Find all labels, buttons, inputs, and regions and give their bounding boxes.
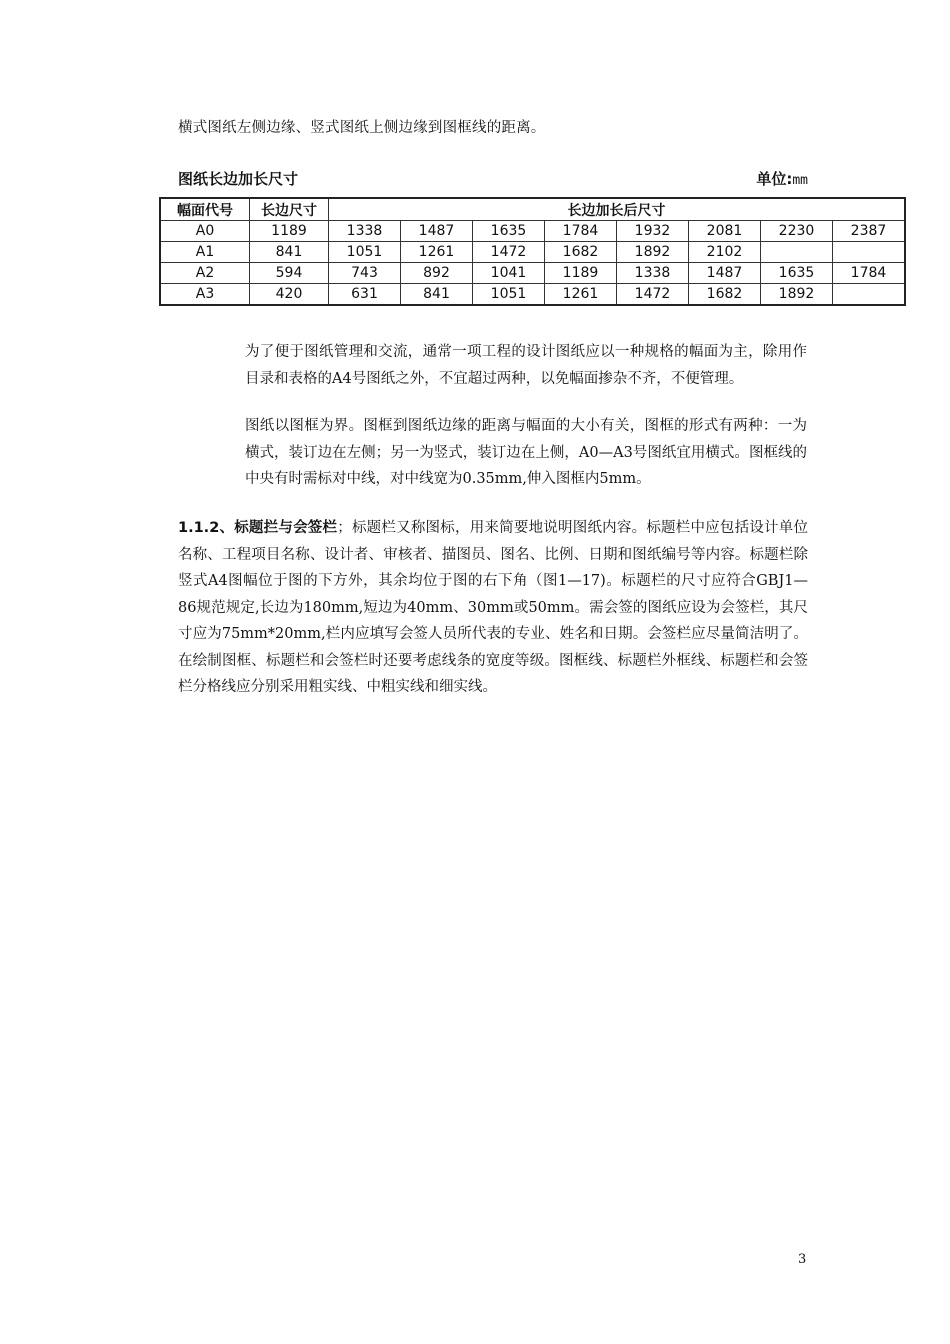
table-cell: 1892 — [761, 284, 833, 306]
table-cell: 1635 — [473, 221, 545, 242]
header-long-side: 长边尺寸 — [250, 198, 329, 221]
table-cell: 1635 — [761, 263, 833, 284]
table-cell: 420 — [250, 284, 329, 306]
table-cell: 1892 — [617, 242, 689, 263]
table-cell: 594 — [250, 263, 329, 284]
table-cell: A1 — [160, 242, 250, 263]
table-cell — [833, 284, 906, 306]
table-header-row — [160, 198, 905, 221]
page-number: 3 — [798, 1252, 807, 1267]
table-cell: 1682 — [689, 284, 761, 306]
intro-line: 横式图纸左侧边缘、竖式图纸上侧边缘到图框线的距离。 — [178, 120, 546, 136]
section-heading: 1.1.2、标题拦与会签栏 — [178, 520, 338, 536]
table-cell: 1472 — [617, 284, 689, 306]
table-title: 图纸长边加长尺寸 — [178, 170, 299, 188]
unit-label: 单位: — [756, 170, 793, 188]
table-caption — [178, 168, 808, 189]
table-cell: 2102 — [689, 242, 761, 263]
table-cell: A2 — [160, 263, 250, 284]
table-row — [160, 221, 905, 242]
table-cell: 1338 — [617, 263, 689, 284]
header-format-code: 幅面代号 — [160, 198, 250, 221]
table-cell: 1041 — [473, 263, 545, 284]
table-cell: 841 — [401, 284, 473, 306]
table-cell: A0 — [160, 221, 250, 242]
table-cell: 2081 — [689, 221, 761, 242]
table-cell — [761, 242, 833, 263]
table-cell: 1338 — [329, 221, 401, 242]
table-row — [160, 242, 905, 263]
table-cell: 1189 — [545, 263, 617, 284]
table-cell: 1051 — [329, 242, 401, 263]
table-unit — [756, 168, 808, 189]
table-cell: 841 — [250, 242, 329, 263]
table-cell: 743 — [329, 263, 401, 284]
table-cell: 892 — [401, 263, 473, 284]
table-cell: 1932 — [617, 221, 689, 242]
section-title-block — [178, 515, 808, 701]
paragraph-management — [211, 339, 807, 392]
section-body: ；标题栏又称图标，用来简要地说明图纸内容。标题栏中应包括设计单位名称、工程项目名称、设计者、审核者、描图员、图名、比例、日期和图纸编号等内容。标题栏除竖式A4图幅位于图的下方外，其余均位于图的右下角（图1—17)。标题栏的尺寸应符合GBJ1—86规范规定,长边为180mm,短边为40mm、30mm或50mm。需会签的图纸应设为会签栏，其尺寸应为75mm*20mm,栏内应填写会签人员所代表的专业、姓名和日期。会签栏应尽量简洁明了。在绘制图框、标题栏和会签栏时还要考虑线条的宽度等级。图框线、标题栏外框线、标题栏和会签栏分格线应分别采用粗实线、中粗实线和细实线。 — [178, 520, 808, 695]
table-row — [160, 263, 905, 284]
table-cell: 631 — [329, 284, 401, 306]
paragraph-frame — [211, 413, 807, 493]
table-cell: 1487 — [401, 221, 473, 242]
paper-size-table — [159, 197, 906, 306]
table-cell: 2230 — [761, 221, 833, 242]
table-cell: 1189 — [250, 221, 329, 242]
table-cell: 1682 — [545, 242, 617, 263]
table-cell: 1051 — [473, 284, 545, 306]
table-cell: 1261 — [545, 284, 617, 306]
table-cell: 1472 — [473, 242, 545, 263]
table-cell: 1784 — [545, 221, 617, 242]
table-cell: 1487 — [689, 263, 761, 284]
table-cell: 1784 — [833, 263, 906, 284]
paragraph-text: 图纸以图框为界。图框到图纸边缘的距离与幅面的大小有关，图框的形式有两种：一为横式，装订边在左侧；另一为竖式，装订边在上侧，A0—A3号图纸宜用横式。图框线的中央有时需标对中线，对中线宽为0.35mm,伸入图框内5mm。 — [245, 418, 807, 487]
table-cell: 2387 — [833, 221, 906, 242]
unit-value: mm — [792, 173, 808, 188]
table-row — [160, 284, 905, 306]
table-cell: A3 — [160, 284, 250, 306]
table-cell — [833, 242, 906, 263]
header-extended-sizes: 长边加长后尺寸 — [329, 198, 906, 221]
paragraph-text: 为了便于图纸管理和交流，通常一项工程的设计图纸应以一种规格的幅面为主，除用作目录和表格的A4号图纸之外，不宜超过两种，以免幅面掺杂不齐，不便管理。 — [245, 344, 807, 387]
table-cell: 1261 — [401, 242, 473, 263]
